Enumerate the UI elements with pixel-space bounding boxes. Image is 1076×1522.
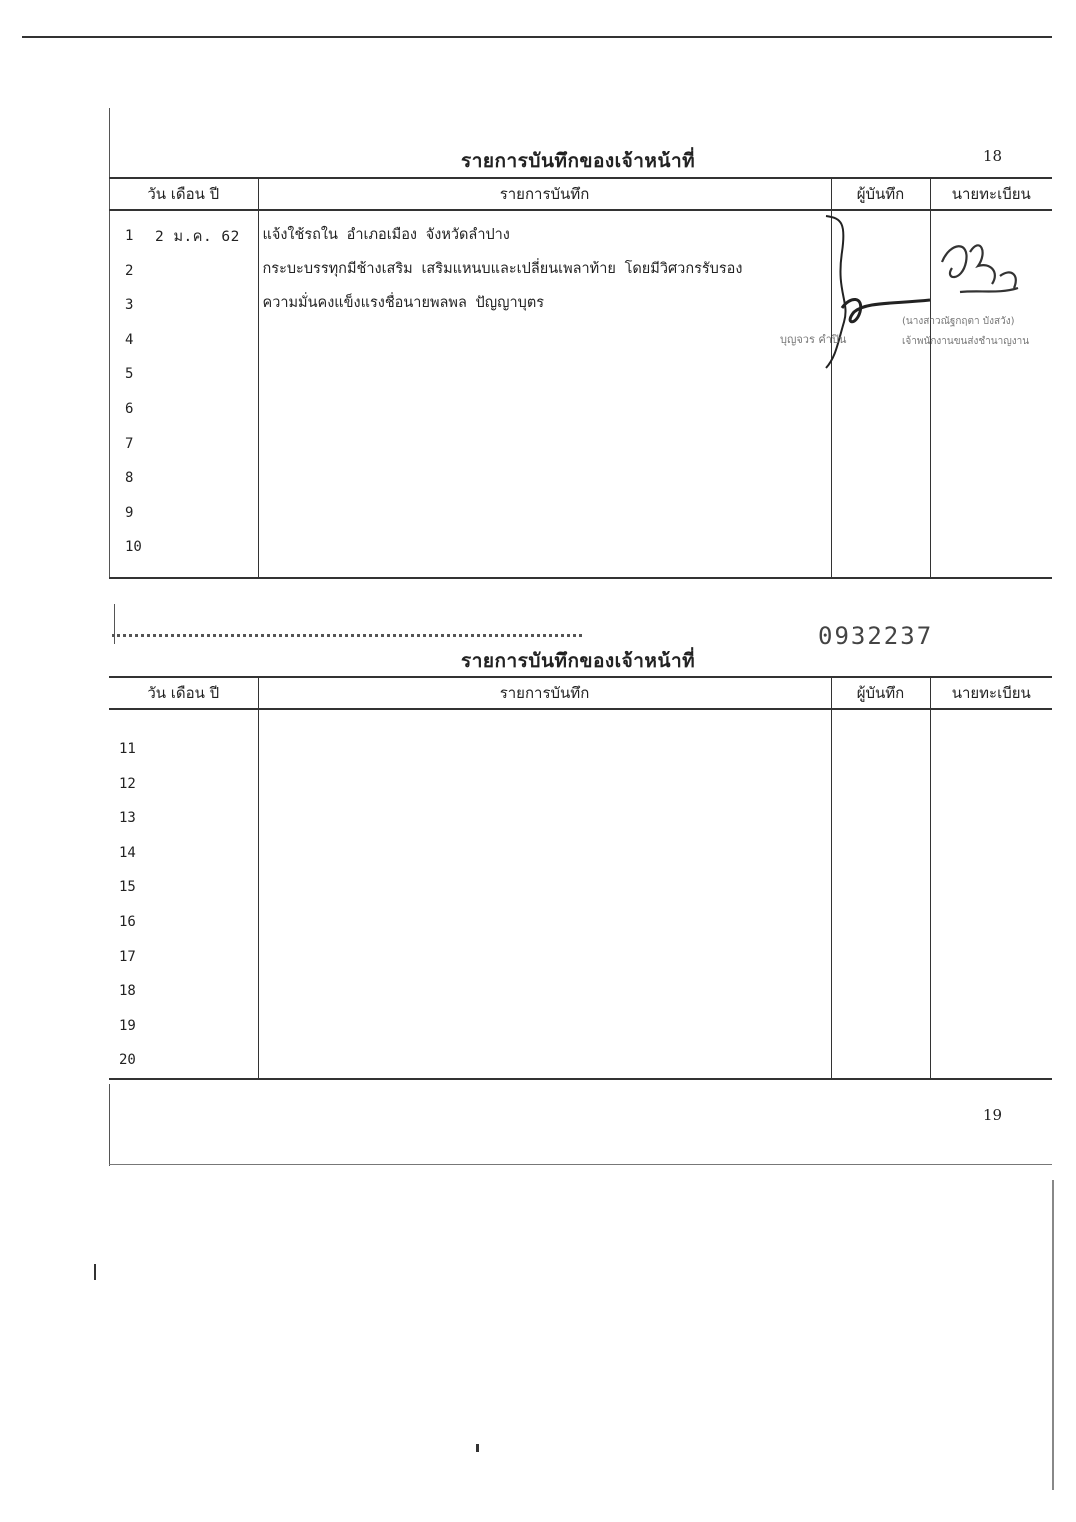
row-number: 5	[125, 366, 134, 383]
sheet1-header-row	[109, 178, 1052, 210]
row-number: 12	[119, 775, 136, 792]
header-date: วัน เดือน ปี	[109, 178, 258, 210]
recorder-stamp: บุญจวร คำปิน	[780, 333, 847, 346]
header-registrar: นายทะเบียน	[930, 178, 1052, 210]
row-number: 13	[119, 810, 136, 827]
header-entry: รายการบันทึก	[258, 677, 831, 709]
registrar-stamp-name: (นางสาวณัฐกฤตา บังสวัง)	[902, 316, 1015, 327]
entry-line: กระบะบรรทุกมีช้างเสริม เสริมแหนบและเปลี่ยนเพลาท้าย โดยมีวิศวกรรับรอง	[262, 261, 743, 277]
sheet2-row-numbers	[109, 710, 258, 1078]
sheet1-row-numbers	[109, 211, 258, 565]
header-date: วัน เดือน ปี	[109, 677, 258, 709]
scan-mark	[476, 1444, 479, 1452]
sheet2-frame-bottom	[109, 1084, 110, 1166]
date-column	[109, 210, 258, 578]
row-number: 20	[119, 1052, 136, 1069]
row-number: 14	[119, 844, 136, 861]
entry-line: แจ้งใช้รถใน อำเภอเมือง จังหวัดลำปาง	[262, 227, 510, 243]
sheet2-title: รายการบันทึกของเจ้าหน้าที่	[461, 650, 696, 672]
row-number: 2	[125, 262, 134, 279]
serial-number: 0932237	[818, 622, 934, 650]
header-recorder: ผู้บันทึก	[831, 677, 930, 709]
sheet2-body-row	[109, 709, 1052, 1079]
scan-mark	[1052, 1180, 1054, 1490]
registrar-signature	[930, 232, 1030, 312]
sheet2-log-table	[109, 676, 1052, 1080]
entry-line: ความมั่นคงแข็งแรงชื่อนายพลพล ปัญญาบุตร	[262, 295, 545, 311]
entry-column	[258, 709, 831, 1079]
entry-text	[259, 211, 831, 325]
header-registrar: นายทะเบียน	[930, 677, 1052, 709]
registrar-column	[930, 709, 1052, 1079]
row-number: 18	[119, 983, 136, 1000]
date-column	[109, 709, 258, 1079]
row-number: 8	[125, 470, 134, 487]
row-number: 7	[125, 435, 134, 452]
row-number: 6	[125, 400, 134, 417]
row-number: 17	[119, 948, 136, 965]
row-number: 19	[119, 1017, 136, 1034]
entry-date: 2 ม.ค. 62	[155, 229, 240, 245]
row-number: 9	[125, 504, 134, 521]
row-number: 3	[125, 297, 134, 314]
header-recorder: ผู้บันทึก	[831, 178, 930, 210]
row-number: 1	[125, 228, 134, 244]
recorder-column	[831, 709, 930, 1079]
sheet2-page-number: 19	[983, 1106, 1003, 1124]
sheet1-page-number: 18	[983, 147, 1003, 165]
row-number: 15	[119, 879, 136, 896]
sheet1-title: รายการบันทึกของเจ้าหน้าที่	[461, 150, 696, 172]
row-number: 4	[125, 331, 134, 348]
row-number: 10	[125, 539, 142, 556]
sheet2-frame-top	[114, 604, 115, 644]
header-entry: รายการบันทึก	[258, 178, 831, 210]
sheet2-header-row	[109, 677, 1052, 709]
scan-mark	[94, 1264, 96, 1280]
scan-top-edge	[22, 36, 1052, 38]
row-number: 16	[119, 913, 136, 930]
entry-column	[258, 210, 831, 578]
sheet2-bottom-edge	[109, 1164, 1052, 1165]
perforation	[112, 634, 582, 637]
row-number: 11	[119, 741, 136, 757]
registrar-stamp-title: เจ้าพนักงานขนส่งชำนาญงาน	[902, 336, 1030, 347]
